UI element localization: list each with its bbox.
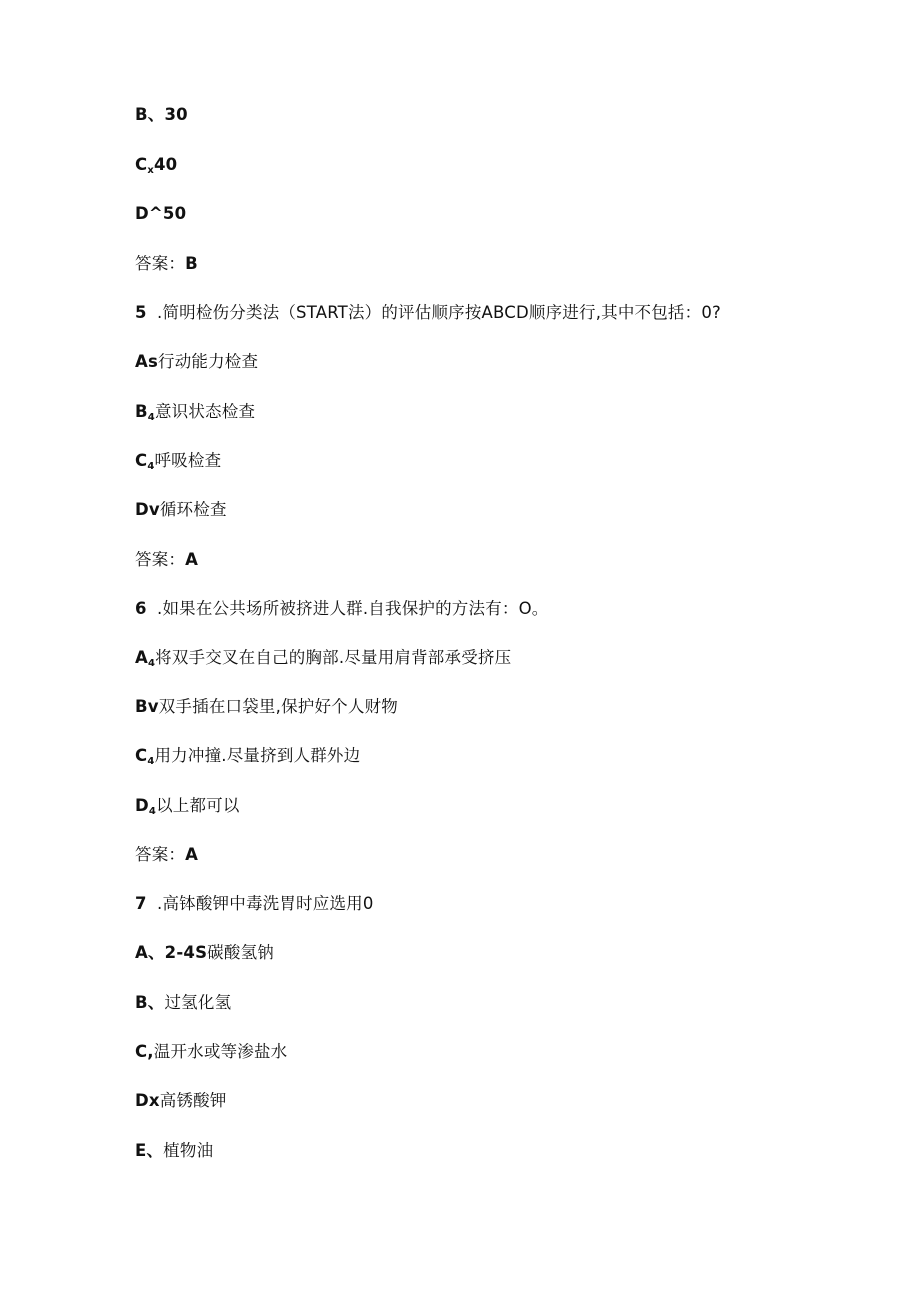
q7-option-c-letter: C, — [135, 1042, 154, 1061]
q5-option-b-text: 意识状态检查 — [154, 402, 256, 421]
q5-question-text: .简明检伤分类法（START法）的评估顺序按ABCD顺序进行,其中不包括：0? — [157, 303, 721, 322]
q4-answer — [135, 253, 198, 275]
q5-option-b-letter: B — [135, 402, 148, 421]
q6-option-d-letter: D — [135, 796, 149, 815]
q5-question — [135, 302, 721, 324]
q6-option-a-letter: A — [135, 648, 148, 667]
q7-option-d-text: 高锈酸钾 — [159, 1091, 227, 1110]
q4-option-c — [135, 154, 177, 179]
q7-question — [135, 893, 374, 915]
q7-question-text: .高钵酸钾中毒洗胃时应选用0 — [157, 894, 374, 913]
q5-option-a-text: 行动能力检查 — [158, 352, 259, 371]
q5-option-c-letter: C — [135, 451, 148, 470]
q6-option-c — [135, 745, 360, 770]
q4-option-d: D^50 — [135, 204, 187, 223]
q6-option-b-letter: Bv — [135, 697, 159, 716]
q7-option-e-text: 植物油 — [163, 1141, 214, 1160]
q5-option-a — [135, 351, 258, 373]
q6-option-c-sub: 4 — [147, 756, 155, 767]
q7-option-b — [135, 992, 231, 1014]
q6-option-c-letter: C — [135, 746, 148, 765]
q6-option-b-text: 双手插在口袋里,保护好个人财物 — [158, 697, 398, 716]
q5-number: 5 — [135, 303, 147, 322]
q7-option-a-text: 碳酸氢钠 — [207, 943, 274, 962]
q6-answer-value: A — [185, 845, 199, 864]
q7-option-c — [135, 1041, 287, 1063]
q7-option-b-letter: B、 — [135, 993, 165, 1012]
q7-option-e-letter: E、 — [135, 1141, 164, 1160]
q7-option-e — [135, 1140, 213, 1162]
q6-option-d-sub: 4 — [148, 806, 157, 817]
q5-option-d — [135, 499, 227, 521]
q6-answer-label: 答案： — [135, 845, 186, 864]
q5-option-d-text: 循环检查 — [159, 500, 227, 519]
q4-option-c-text: 40 — [153, 155, 178, 174]
q6-number: 6 — [135, 599, 147, 618]
q5-option-b-sub: 4 — [147, 412, 155, 423]
q5-option-c-text: 呼吸检查 — [154, 451, 222, 470]
q5-answer — [135, 549, 198, 571]
q5-option-c — [135, 450, 221, 475]
q4-option-c-letter: C — [135, 155, 148, 174]
q7-option-b-text: 过氢化氢 — [164, 993, 232, 1012]
q4-answer-label: 答案： — [135, 254, 186, 273]
q6-question-text: .如果在公共场所被挤进人群.自我保护的方法有：O。 — [157, 599, 549, 618]
q6-option-d — [135, 795, 240, 820]
q5-answer-label: 答案： — [135, 550, 186, 569]
q6-question — [135, 598, 548, 620]
q4-option-b: B、30 — [135, 105, 188, 124]
q7-option-a — [135, 942, 274, 964]
q5-option-b — [135, 401, 255, 426]
q6-option-a-sub: 4 — [147, 658, 156, 669]
q6-option-b — [135, 696, 398, 718]
q4-option-c-sub: x — [147, 165, 154, 176]
q7-option-d — [135, 1090, 227, 1112]
q6-option-c-text: 用力冲撞.尽量挤到人群外边 — [154, 746, 361, 765]
q5-answer-value: A — [185, 550, 199, 569]
q5-option-a-letter: As — [135, 352, 158, 371]
q6-option-a — [135, 647, 511, 672]
q6-answer — [135, 844, 198, 866]
q5-option-c-sub: 4 — [147, 461, 155, 472]
q7-option-c-text: 温开水或等渗盐水 — [153, 1042, 288, 1061]
q7-number: 7 — [135, 894, 147, 913]
q6-option-a-text: 将双手交叉在自己的胸部.尽量用肩背部承受挤压 — [155, 648, 512, 667]
q6-option-d-text: 以上都可以 — [156, 796, 240, 815]
q5-option-d-letter: Dv — [135, 500, 160, 519]
q4-answer-value: B — [185, 254, 198, 273]
q7-option-d-letter: Dx — [135, 1091, 160, 1110]
q7-option-a-letter: A、2-4S — [135, 943, 208, 962]
